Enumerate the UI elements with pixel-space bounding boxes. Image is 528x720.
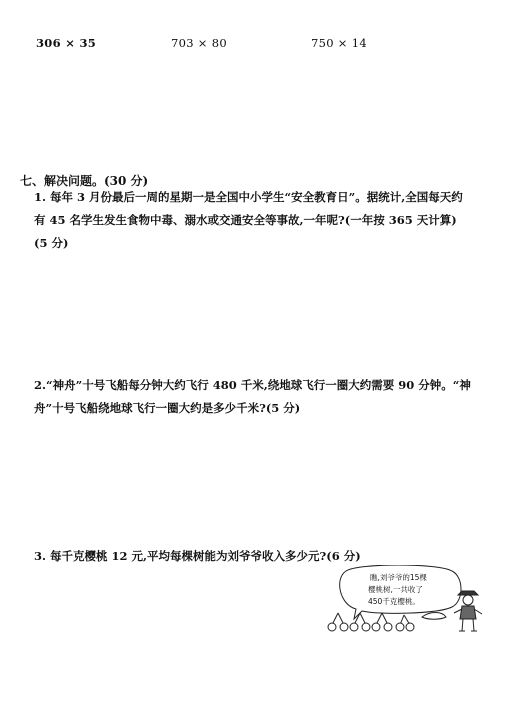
speech-bubble — [340, 565, 461, 619]
leaf-icon — [422, 613, 446, 620]
question-2-line-1: 2.“神舟”十号飞船每分钟大约飞行 480 千米,绕地球飞行一圈大约需要 90 分钟。“神 — [34, 378, 471, 392]
question-1-line-3: (5 分) — [34, 236, 69, 250]
question-1 — [34, 186, 504, 255]
question-2 — [34, 374, 504, 420]
question-3-line-1: 3. 每千克樱桃 12 元,平均每棵树能为刘爷爷收入多少元?(6 分) — [34, 549, 361, 563]
calculation-2: 703 × 80 — [171, 36, 227, 50]
calculation-3: 750 × 14 — [311, 36, 367, 50]
cherry-bunch-icon — [328, 613, 414, 631]
calculation-1: 306 × 35 — [36, 36, 97, 50]
section-heading: 七、解决问题。(30 分) — [20, 174, 149, 188]
question-2-line-2: 舟”十号飞船绕地球飞行一圈大约是多少千米?(5 分) — [34, 401, 301, 415]
speech-bubble-line-2: 樱桃树,一共收了 — [368, 585, 423, 594]
speech-bubble-line-3: 450千克樱桃。 — [368, 597, 420, 606]
question-1-line-1: 1. 每年 3 月份最后一周的星期一是全国中小学生“安全教育日”。据统计,全国每天约 — [34, 190, 463, 204]
cherry-farmer-illustration — [318, 565, 488, 635]
question-1-line-2: 有 45 名学生发生食物中毒、溺水或交通安全等事故,一年呢?(一年按 365 天计算) — [34, 213, 457, 227]
speech-bubble-line-1: 瞧,刘爷爷的15棵 — [370, 573, 427, 582]
